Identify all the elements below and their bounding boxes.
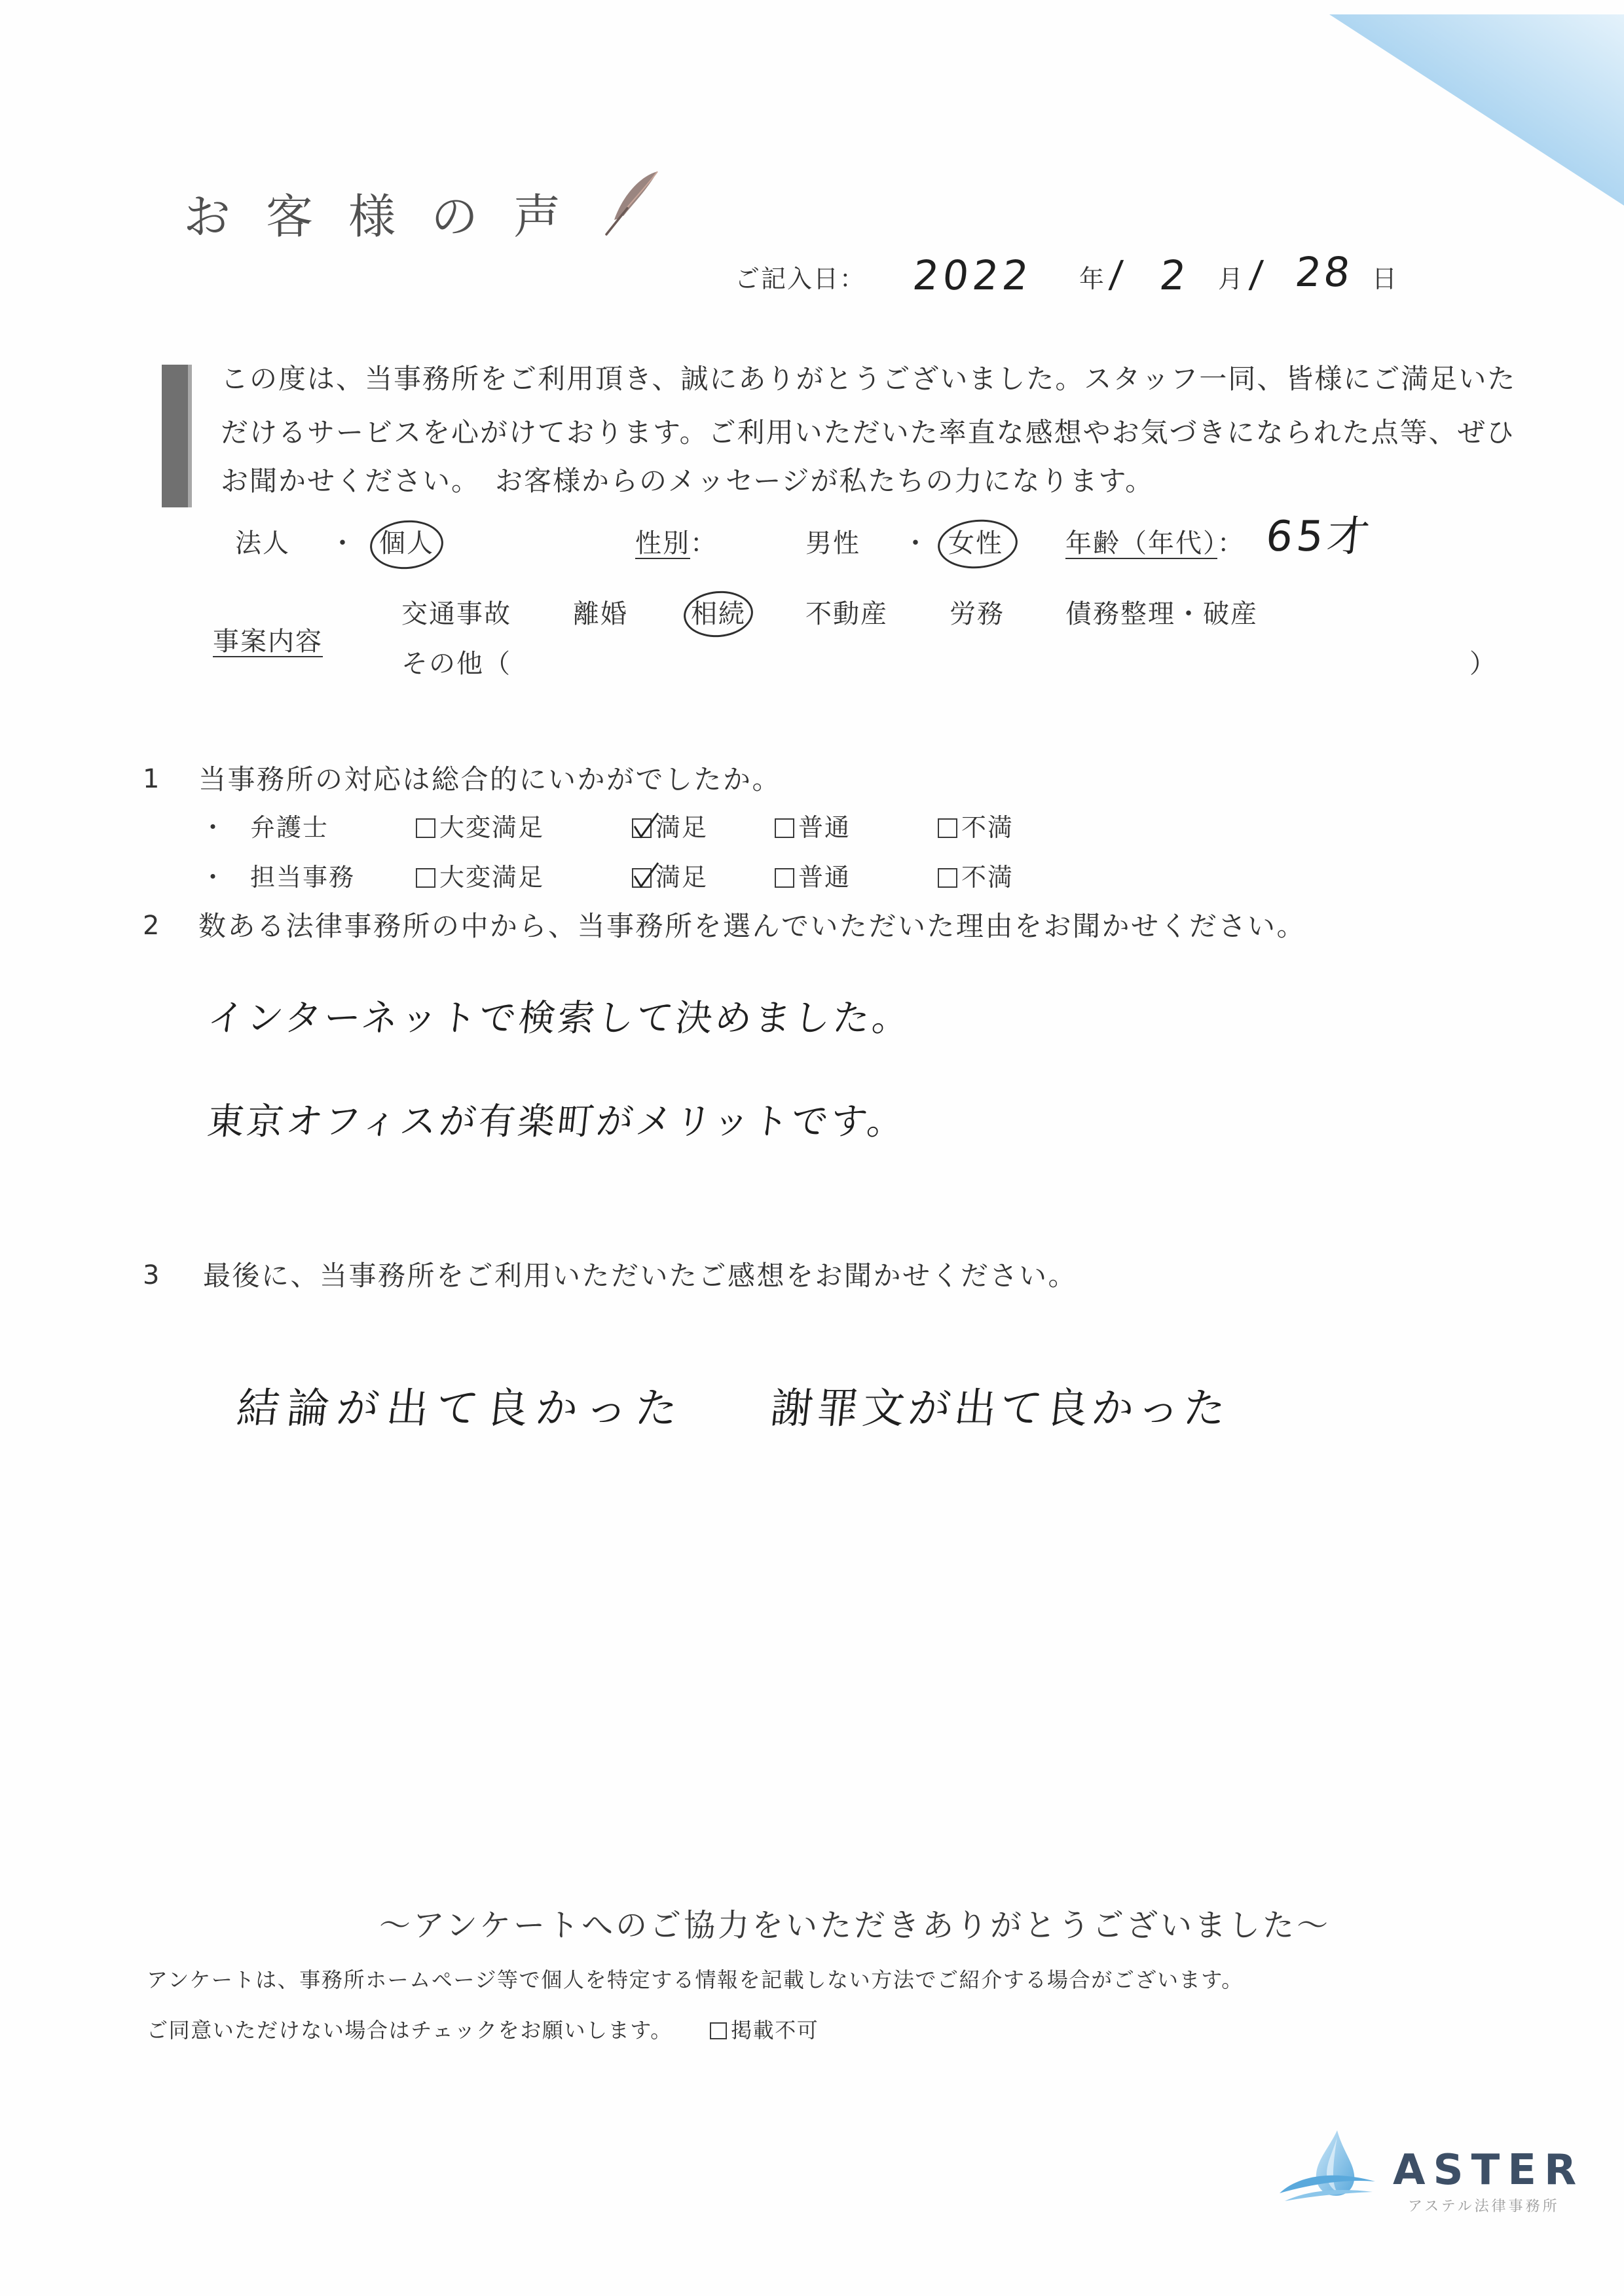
case-option: 交通事故 bbox=[401, 599, 511, 629]
label-colon: ： bbox=[690, 528, 718, 558]
checkbox bbox=[775, 818, 794, 838]
feather-icon bbox=[601, 169, 660, 238]
page-title: お客様の声 bbox=[183, 189, 597, 244]
label-colon: ： bbox=[1217, 528, 1245, 558]
checkbox bbox=[938, 818, 957, 838]
rating-row-label: 担当事務 bbox=[250, 863, 356, 892]
rating-choice-label: 不満 bbox=[961, 863, 1014, 892]
handwritten-answer-part: 謝罪文が出て良かった bbox=[768, 1385, 1232, 1433]
rating-choice-label: 満足 bbox=[655, 813, 709, 842]
logo-subtitle: アステル法律事務所 bbox=[1408, 2198, 1560, 2215]
date-separator: / bbox=[1107, 253, 1125, 296]
checkbox bbox=[938, 868, 957, 888]
date-month-unit: 月 bbox=[1218, 264, 1245, 293]
gender-option-female: 女性 bbox=[948, 528, 1003, 558]
checkbox bbox=[416, 818, 435, 838]
rating-choice bbox=[938, 865, 1014, 890]
no-publish-option bbox=[710, 2020, 819, 2041]
intro-line: お聞かせください。 お客様からのメッセージが私たちの力になります。 bbox=[221, 465, 1154, 497]
checkbox bbox=[710, 2022, 727, 2039]
gender-label bbox=[635, 530, 718, 556]
separator-dot: ・ bbox=[902, 528, 930, 558]
rating-choice-label: 大変満足 bbox=[439, 813, 545, 842]
question-text: 数ある法律事務所の中から、当事務所を選んでいただいた理由をお聞かせください。 bbox=[198, 910, 1306, 942]
rating-choice-label: 満足 bbox=[655, 863, 709, 892]
checkbox bbox=[775, 868, 794, 888]
rating-choice-label: 大変満足 bbox=[439, 863, 545, 892]
rating-choice bbox=[632, 815, 708, 840]
date-month-value: 2 bbox=[1157, 251, 1189, 299]
date-year-value: 2022 bbox=[910, 251, 1035, 299]
date-separator: / bbox=[1247, 253, 1265, 296]
case-label: 事案内容 bbox=[213, 627, 323, 657]
checkbox bbox=[632, 818, 652, 838]
rating-choice bbox=[775, 865, 851, 890]
age-label bbox=[1065, 530, 1245, 556]
type-option-individual: 個人 bbox=[379, 528, 434, 558]
date-day-unit: 日 bbox=[1372, 264, 1399, 293]
date-label: ご記入日： bbox=[735, 264, 866, 293]
selection-circle bbox=[682, 589, 755, 640]
rating-choice-label: 普通 bbox=[798, 863, 851, 892]
intro-line: この度は、当事務所をご利用頂き、誠にありがとうございました。スタッフ一同、皆様にご満足いた bbox=[221, 363, 1517, 395]
case-other-close: ） bbox=[1469, 649, 1497, 679]
consent-text: ご同意いただけない場合はチェックをお願いします。 bbox=[147, 2018, 673, 2043]
handwritten-answer-part: 結論が出て良かった bbox=[234, 1385, 688, 1433]
case-option: 労務 bbox=[950, 599, 1005, 629]
check-mark-icon bbox=[631, 862, 659, 890]
question-number: 2 bbox=[143, 911, 161, 941]
question-number: 1 bbox=[143, 764, 161, 794]
type-option-corporate: 法人 bbox=[235, 528, 290, 558]
case-option: 債務整理・破産 bbox=[1065, 599, 1258, 629]
selection-circle bbox=[368, 517, 445, 572]
rating-row-bullet: ・ bbox=[200, 813, 227, 842]
intro-accent-bar bbox=[162, 365, 192, 507]
publication-notice: アンケートは、事務所ホームページ等で個人を特定する情報を記載しない方法でご紹介する場合がございます。 bbox=[147, 1967, 1244, 1992]
corner-decoration bbox=[1303, 0, 1624, 216]
handwritten-answer-line: 東京オフィスが有楽町がメリットです。 bbox=[205, 1101, 909, 1143]
gender-option-male: 男性 bbox=[805, 528, 860, 558]
gender-label-text: 性別 bbox=[635, 528, 690, 558]
separator-dot: ・ bbox=[329, 528, 357, 558]
rating-choice bbox=[938, 815, 1014, 840]
case-option: 相続 bbox=[691, 599, 746, 629]
handwritten-answer-line: インターネットで検索して決めました。 bbox=[205, 997, 914, 1040]
case-other-open: その他（ bbox=[401, 649, 511, 679]
checkbox bbox=[416, 868, 435, 888]
selection-circle bbox=[936, 517, 1020, 572]
rating-choice bbox=[416, 815, 544, 840]
question-text: 当事務所の対応は総合的にいかがでしたか。 bbox=[198, 763, 782, 795]
rating-choice bbox=[416, 865, 544, 890]
intro-line: だけるサービスを心がけております。ご利用いただいた率直な感想やお気づきになられた点等、ぜひ bbox=[221, 416, 1515, 448]
thanks-message: ～アンケートへのご協力をいただきありがとうございました～ bbox=[379, 1907, 1331, 1944]
rating-row-bullet: ・ bbox=[200, 863, 227, 892]
question-number: 3 bbox=[143, 1260, 161, 1290]
aster-logo-icon bbox=[1277, 2128, 1382, 2206]
check-mark-icon bbox=[631, 812, 659, 841]
date-year-unit: 年 bbox=[1079, 264, 1106, 293]
age-value: 65才 bbox=[1263, 513, 1376, 561]
question-text: 最後に、当事務所をご利用いただいたご感想をお聞かせください。 bbox=[203, 1260, 1078, 1292]
rating-choice-label: 普通 bbox=[798, 813, 851, 842]
age-label-text: 年齢（年代） bbox=[1065, 528, 1217, 558]
rating-row-label: 弁護士 bbox=[250, 813, 329, 842]
rating-choice-label: 不満 bbox=[961, 813, 1014, 842]
case-option: 不動産 bbox=[805, 599, 888, 629]
case-option: 離婚 bbox=[573, 599, 628, 629]
rating-choice bbox=[632, 865, 708, 890]
checkbox bbox=[632, 868, 652, 888]
date-day-value: 28 bbox=[1293, 248, 1356, 296]
rating-choice bbox=[775, 815, 851, 840]
no-publish-label: 掲載不可 bbox=[731, 2018, 819, 2043]
logo-wordmark: ASTER bbox=[1393, 2146, 1585, 2195]
